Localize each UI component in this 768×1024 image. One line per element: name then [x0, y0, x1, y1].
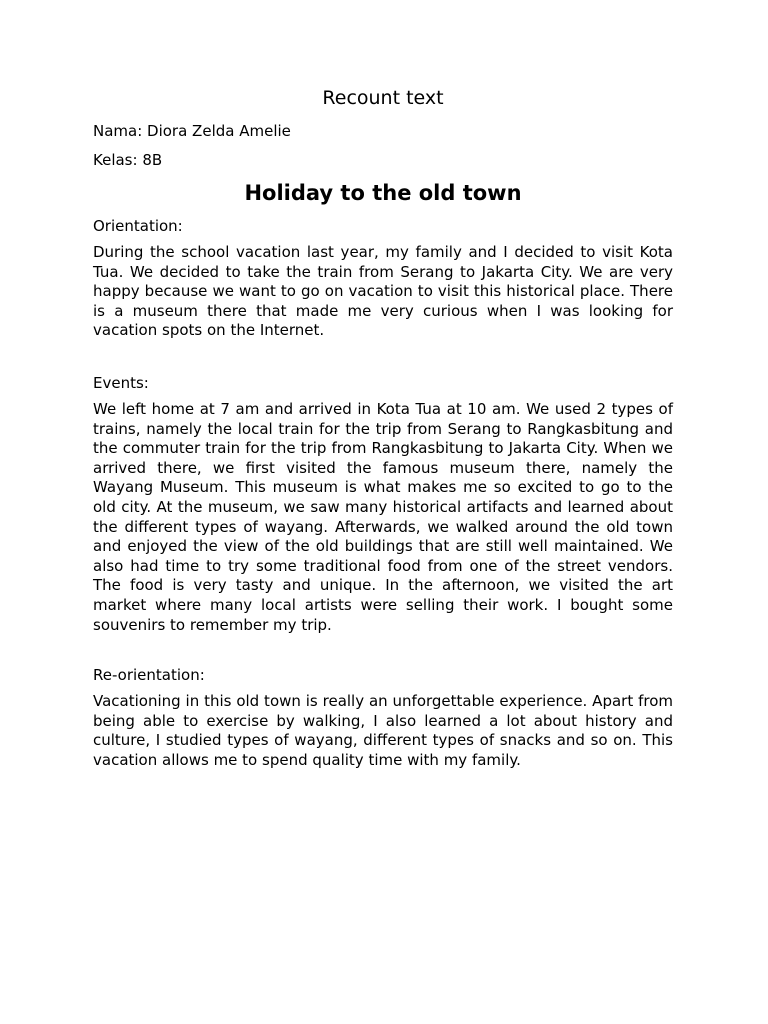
reorientation-section [93, 665, 673, 770]
student-name: Nama: Diora Zelda Amelie [93, 122, 291, 140]
events-label: Events: [93, 373, 149, 392]
reorientation-paragraph: Vacationing in this old town is really an unforgettable experience. Apart from being able to exercise by walking, I also learned a lot about history and culture, I studied types of wayang, different types of snacks and so on. This vacation allows me to spend quality time with my family. [93, 692, 673, 769]
events-section [93, 373, 673, 635]
document-title: Recount text [322, 87, 444, 109]
events-paragraph: We left home at 7 am and arrived in Kota Tua at 10 am. We used 2 types of trains, namely the local train for the trip from Serang to Rangkasbitung and the commuter train for the trip from Rangkasbitung to Jakarta City. When we arrived there, we first visited the famous museum there, namely the Wayang Museum. This museum is what makes me so excited to go to the old city. At the museum, we saw many historical artifacts and learned about the different types of wayang. Afterwards, we walked around the old town and enjoyed the view of the old buildings that are still well maintained. We also had time to try some traditional food from one of the street vendors. The food is very tasty and unique. In the afternoon, we visited the art market where many local artists were selling their work. I bought some souvenirs to remember my trip. [93, 399, 673, 634]
story-heading: Holiday to the old town [244, 181, 522, 205]
section-spacer [93, 635, 673, 665]
reorientation-label: Re-orientation: [93, 666, 205, 685]
orientation-label: Orientation: [93, 217, 183, 235]
orientation-paragraph: During the school vacation last year, my family and I decided to visit Kota Tua. We decided to take the train from Serang to Jakarta City. We are very happy because we want to go on vacation to visit this historical place. There is a museum there that made me very curious when I was looking for vacation spots on the Internet. [93, 243, 673, 340]
document-page [93, 84, 673, 770]
orientation-section [93, 216, 673, 341]
student-class: Kelas: 8B [93, 151, 163, 169]
section-spacer [93, 341, 673, 373]
